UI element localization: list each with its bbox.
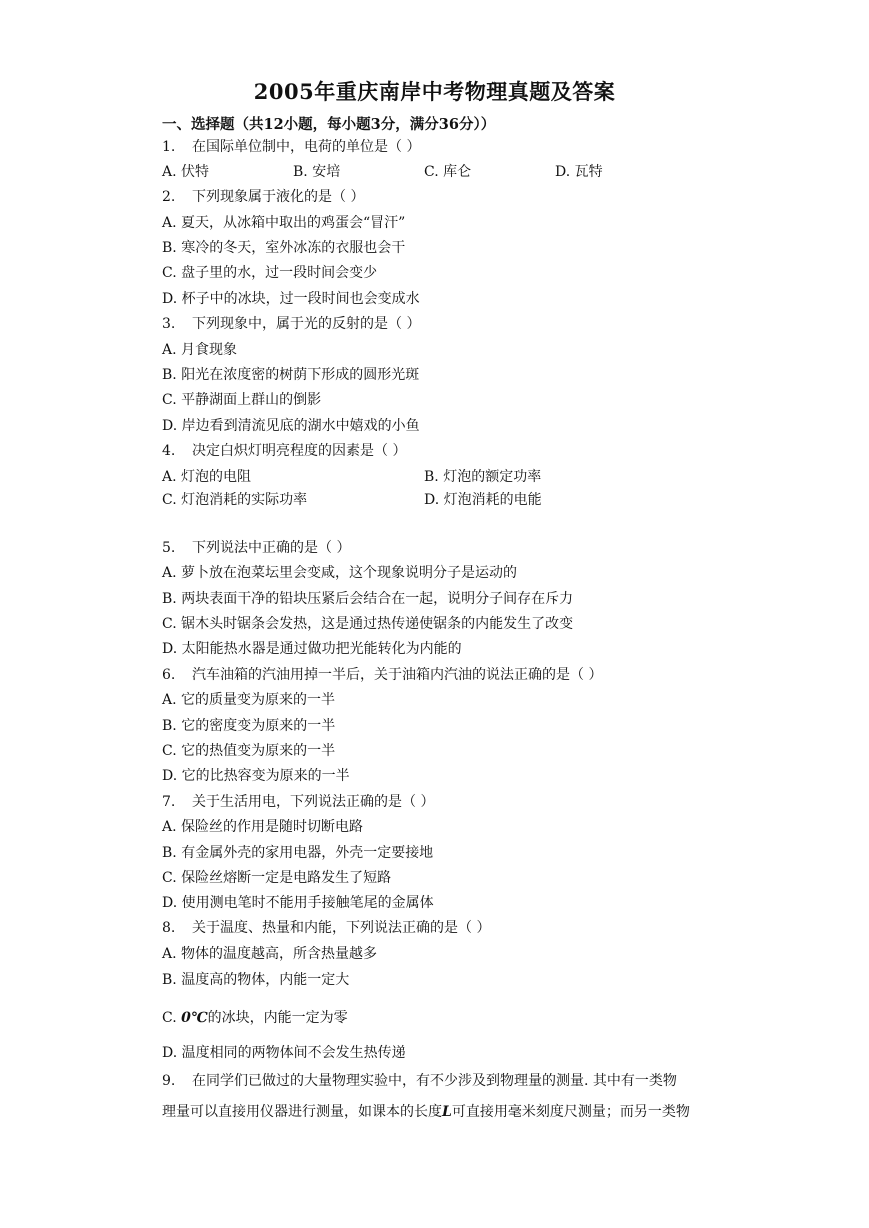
- question-number: 5.: [162, 540, 176, 556]
- option-a: A. 它的质量变为原来的一半: [162, 692, 336, 708]
- question-stem: 关于温度、热量和内能，下列说法正确的是（ ）: [192, 920, 491, 936]
- question-stem: 在国际单位制中，电荷的单位是（ ）: [192, 139, 421, 155]
- question-number: 3.: [162, 316, 176, 332]
- question-number: 8.: [162, 920, 176, 936]
- question-9-continued: [162, 1102, 690, 1122]
- option-d: D. 它的比热容变为原来的一半: [162, 768, 350, 784]
- option-c: C. 盘子里的水，过一段时间会变少: [162, 265, 378, 281]
- q9-line2-text-end: 可直接用毫米刻度尺测量；而另一类物: [451, 1104, 690, 1120]
- option-a: A. 伏特: [162, 164, 210, 180]
- question-stem: 下列现象中，属于光的反射的是（ ）: [192, 316, 421, 332]
- question-stem: 决定白炽灯明亮程度的因素是（ ）: [192, 443, 407, 459]
- question-5: [162, 538, 350, 558]
- question-6: [162, 665, 602, 685]
- question-number: 9.: [162, 1073, 176, 1089]
- question-9: [162, 1071, 677, 1091]
- option-a: A. 物体的温度越高，所含热量越多: [162, 946, 378, 962]
- option-a: A. 保险丝的作用是随时切断电路: [162, 819, 364, 835]
- option-b: B. 寒冷的冬天，室外冰冻的衣服也会干: [162, 240, 406, 256]
- q1-options: [162, 162, 722, 182]
- question-2: [162, 187, 364, 207]
- option-d: D. 太阳能热水器是通过做功把光能转化为内能的: [162, 641, 462, 657]
- option-d: D. 灯泡消耗的电能: [424, 492, 542, 508]
- option-c: C. 锯木头时锯条会发热，这是通过热传递使锯条的内能发生了改变: [162, 616, 574, 632]
- option-d: D. 瓦特: [555, 164, 603, 180]
- option-a: A. 灯泡的电阻: [162, 469, 252, 485]
- option-b: B. 阳光在浓度密的树荫下形成的圆形光斑: [162, 367, 420, 383]
- section-heading: 一、选择题（共12小题，每小题3分，满分36分））: [162, 116, 496, 133]
- option-b: B. 两块表面干净的铅块压紧后会结合在一起，说明分子间存在斥力: [162, 591, 574, 607]
- question-number: 1.: [162, 139, 176, 155]
- option-d: D. 使用测电笔时不能用手接触笔尾的金属体: [162, 895, 434, 911]
- option-a: A. 夏天，从冰箱中取出的鸡蛋会“冒汗”: [162, 215, 406, 231]
- question-1: [162, 137, 420, 157]
- option-a: A. 萝卜放在泡菜坛里会变咸，这个现象说明分子是运动的: [162, 565, 518, 581]
- option-b: B. 有金属外壳的家用电器，外壳一定要接地: [162, 845, 434, 861]
- option-d: D. 岸边看到清流见底的湖水中嬉戏的小鱼: [162, 418, 420, 434]
- option-b: B. 它的密度变为原来的一半: [162, 718, 336, 734]
- option-b: B. 灯泡的额定功率: [424, 469, 542, 485]
- option-c-prefix: C.: [162, 1010, 182, 1026]
- option-c: C. 平静湖面上群山的倒影: [162, 392, 322, 408]
- math-length-symbol: L: [442, 1104, 452, 1120]
- math-temperature: 0℃: [181, 1010, 208, 1026]
- option-b: B. 温度高的物体，内能一定大: [162, 972, 350, 988]
- question-stem: 汽车油箱的汽油用掉一半后，关于油箱内汽油的说法正确的是（ ）: [192, 667, 603, 683]
- question-stem: 在同学们已做过的大量物理实验中，有不少涉及到物理量的测量. 其中有一类物: [192, 1073, 677, 1089]
- question-3: [162, 314, 420, 334]
- option-b: B. 安培: [293, 164, 341, 180]
- question-7: [162, 792, 434, 812]
- option-a: A. 月食现象: [162, 342, 238, 358]
- option-c-text: 的冰块，内能一定为零: [207, 1010, 348, 1026]
- option-d: D. 杯子中的冰块，过一段时间也会变成水: [162, 291, 420, 307]
- question-number: 2.: [162, 189, 176, 205]
- question-number: 4.: [162, 443, 176, 459]
- question-4: [162, 441, 406, 461]
- question-8: [162, 918, 490, 938]
- question-stem: 下列现象属于液化的是（ ）: [192, 189, 365, 205]
- option-c: C. 保险丝熔断一定是电路发生了短路: [162, 870, 392, 886]
- option-c: C. 灯泡消耗的实际功率: [162, 492, 308, 508]
- question-number: 7.: [162, 794, 176, 810]
- question-number: 6.: [162, 667, 176, 683]
- option-d: D. 温度相同的两物体间不会发生热传递: [162, 1045, 406, 1061]
- option-c: C. 它的热值变为原来的一半: [162, 743, 336, 759]
- question-stem: 下列说法中正确的是（ ）: [192, 540, 351, 556]
- page-title: 2005年重庆南岸中考物理真题及答案: [253, 79, 616, 104]
- question-stem: 关于生活用电，下列说法正确的是（ ）: [192, 794, 435, 810]
- option-c: [162, 1008, 348, 1028]
- q9-line2-text: 理量可以直接用仪器进行测量，如课本的长度: [162, 1104, 442, 1120]
- option-c: C. 库仑: [424, 164, 472, 180]
